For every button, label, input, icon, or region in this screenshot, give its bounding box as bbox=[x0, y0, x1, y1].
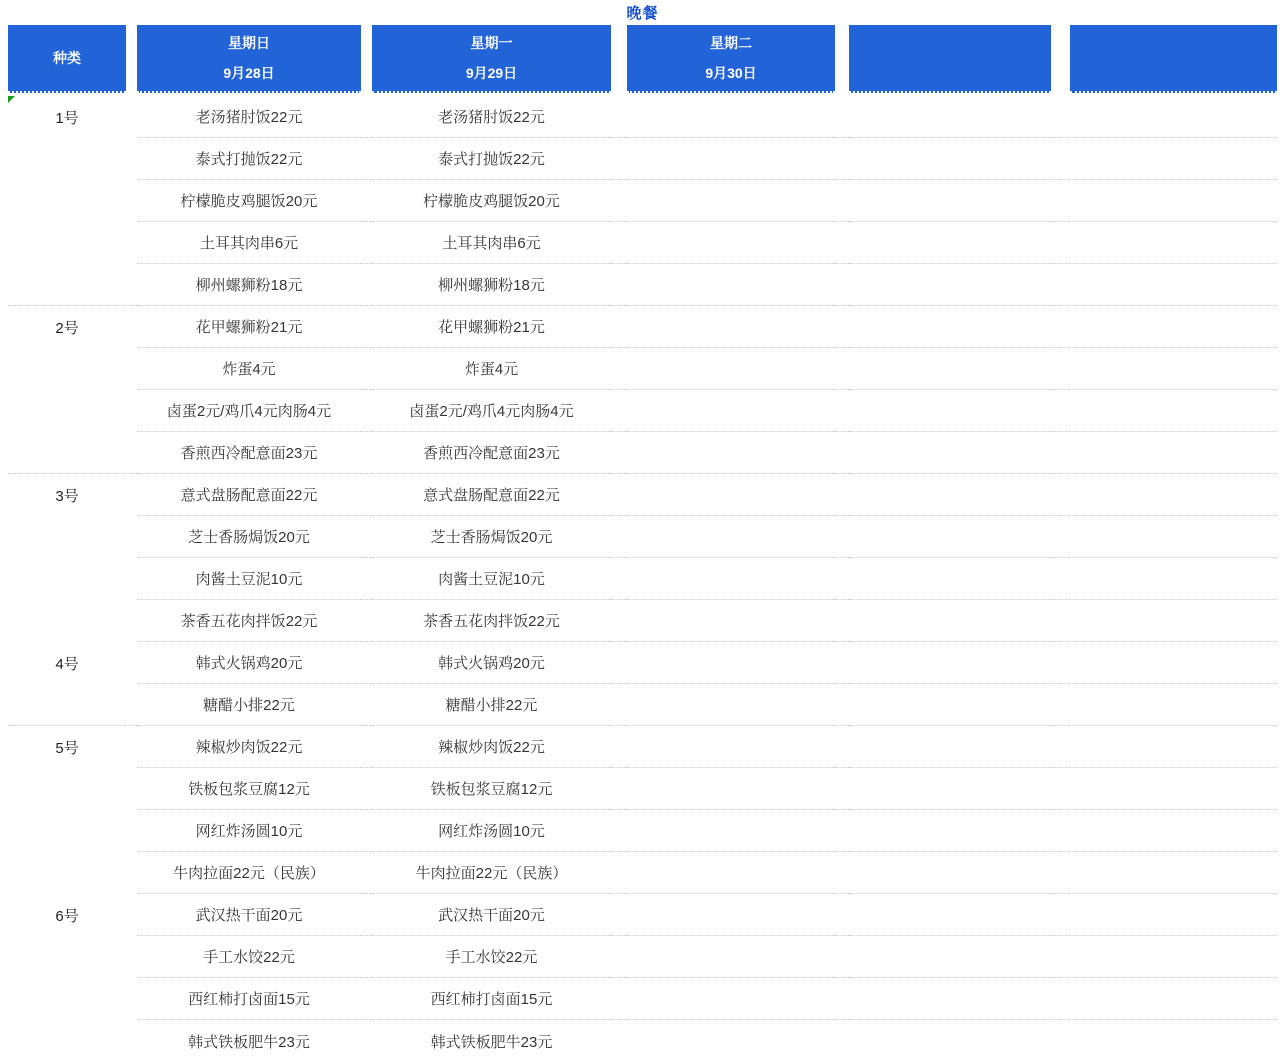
empty-cell[interactable] bbox=[849, 852, 1051, 894]
column-gap bbox=[835, 894, 849, 936]
category-cell[interactable] bbox=[8, 348, 126, 390]
table-row bbox=[8, 264, 1285, 306]
column-gap bbox=[126, 390, 137, 432]
empty-cell[interactable] bbox=[1070, 264, 1277, 306]
empty-cell[interactable] bbox=[627, 978, 835, 1020]
table-row bbox=[8, 768, 1285, 810]
column-gap bbox=[1051, 306, 1070, 348]
empty-cell[interactable] bbox=[1070, 852, 1277, 894]
column-gap bbox=[835, 852, 849, 894]
category-cell[interactable] bbox=[8, 684, 126, 726]
table-row bbox=[8, 138, 1285, 180]
empty-cell[interactable] bbox=[1070, 306, 1277, 348]
column-gap bbox=[361, 936, 372, 978]
column-gap bbox=[361, 600, 372, 642]
column-gap bbox=[835, 768, 849, 810]
category-cell[interactable] bbox=[8, 432, 126, 474]
table-body bbox=[8, 96, 1285, 1062]
empty-cell[interactable] bbox=[849, 1020, 1051, 1062]
column-gap bbox=[611, 978, 627, 1020]
empty-cell[interactable] bbox=[627, 558, 835, 600]
column-gap bbox=[611, 558, 627, 600]
column-gap bbox=[611, 222, 627, 264]
column-gap bbox=[361, 474, 372, 516]
menu-item-cell[interactable]: 柠檬脆皮鸡腿饭20元 bbox=[372, 180, 611, 222]
table-row bbox=[8, 810, 1285, 852]
table-row bbox=[8, 306, 1285, 348]
column-gap bbox=[1051, 936, 1070, 978]
column-gap bbox=[611, 642, 627, 684]
empty-cell[interactable] bbox=[1070, 474, 1277, 516]
column-gap bbox=[835, 684, 849, 726]
menu-item-cell[interactable]: 辣椒炒肉饭22元 bbox=[137, 726, 361, 768]
table-row bbox=[8, 894, 1285, 936]
column-gap bbox=[126, 936, 137, 978]
cell-flag-icon bbox=[8, 96, 15, 103]
menu-item-cell[interactable]: 手工水饺22元 bbox=[137, 936, 361, 978]
column-gap bbox=[1051, 390, 1070, 432]
column-gap bbox=[611, 264, 627, 306]
column-gap bbox=[126, 432, 137, 474]
column-gap bbox=[361, 684, 372, 726]
empty-cell[interactable] bbox=[627, 768, 835, 810]
column-gap bbox=[1051, 96, 1070, 138]
table-row bbox=[8, 684, 1285, 726]
column-gap bbox=[126, 222, 137, 264]
table-row bbox=[8, 978, 1285, 1020]
category-cell[interactable] bbox=[8, 852, 126, 894]
empty-cell[interactable] bbox=[627, 600, 835, 642]
empty-cell[interactable] bbox=[627, 390, 835, 432]
empty-cell[interactable] bbox=[627, 474, 835, 516]
column-gap bbox=[126, 768, 137, 810]
empty-cell[interactable] bbox=[627, 810, 835, 852]
column-gap bbox=[361, 306, 372, 348]
column-gap bbox=[361, 978, 372, 1020]
menu-item-cell[interactable]: 辣椒炒肉饭22元 bbox=[372, 726, 611, 768]
empty-cell[interactable] bbox=[627, 516, 835, 558]
menu-item-cell[interactable]: 手工水饺22元 bbox=[372, 936, 611, 978]
menu-item-cell[interactable]: 泰式打抛饭22元 bbox=[372, 138, 611, 180]
menu-item-cell[interactable]: 韩式火锅鸡20元 bbox=[137, 642, 361, 684]
menu-item-cell[interactable]: 牛肉拉面22元（民族） bbox=[372, 852, 611, 894]
empty-cell[interactable] bbox=[849, 432, 1051, 474]
column-gap bbox=[126, 810, 137, 852]
empty-cell[interactable] bbox=[849, 306, 1051, 348]
category-cell[interactable] bbox=[8, 222, 126, 264]
menu-item-cell[interactable]: 香煎西冷配意面23元 bbox=[137, 432, 361, 474]
column-gap bbox=[361, 516, 372, 558]
column-gap bbox=[835, 264, 849, 306]
empty-cell[interactable] bbox=[849, 894, 1051, 936]
empty-cell[interactable] bbox=[627, 852, 835, 894]
empty-cell[interactable] bbox=[627, 138, 835, 180]
column-gap bbox=[126, 306, 137, 348]
table-row bbox=[8, 936, 1285, 978]
table-row bbox=[8, 432, 1285, 474]
column-gap bbox=[1051, 138, 1070, 180]
menu-item-cell[interactable]: 武汉热干面20元 bbox=[372, 894, 611, 936]
menu-item-cell[interactable]: 土耳其肉串6元 bbox=[137, 222, 361, 264]
column-gap bbox=[1051, 516, 1070, 558]
column-gap bbox=[835, 390, 849, 432]
column-gap bbox=[361, 726, 372, 768]
column-gap bbox=[361, 894, 372, 936]
table-row bbox=[8, 516, 1285, 558]
date-label: 9月28日 bbox=[223, 65, 275, 81]
category-cell[interactable] bbox=[8, 516, 126, 558]
menu-item-cell[interactable]: 铁板包浆豆腐12元 bbox=[372, 768, 611, 810]
category-cell[interactable] bbox=[8, 978, 126, 1020]
column-gap bbox=[361, 642, 372, 684]
empty-cell[interactable] bbox=[849, 810, 1051, 852]
column-gap bbox=[1051, 180, 1070, 222]
column-gap bbox=[361, 96, 372, 138]
empty-cell[interactable] bbox=[1070, 348, 1277, 390]
column-gap bbox=[361, 25, 372, 93]
category-header-cell[interactable]: 种类 bbox=[8, 25, 126, 93]
column-gap bbox=[126, 642, 137, 684]
empty-cell[interactable] bbox=[1070, 684, 1277, 726]
empty-cell[interactable] bbox=[849, 138, 1051, 180]
column-gap bbox=[611, 516, 627, 558]
empty-cell[interactable] bbox=[1070, 558, 1277, 600]
category-cell[interactable] bbox=[8, 1020, 126, 1062]
empty-cell[interactable] bbox=[1070, 516, 1277, 558]
column-gap bbox=[126, 516, 137, 558]
menu-item-cell[interactable]: 卤蛋2元/鸡爪4元肉肠4元 bbox=[137, 390, 361, 432]
column-gap bbox=[835, 306, 849, 348]
column-gap bbox=[835, 936, 849, 978]
menu-item-cell[interactable]: 炸蛋4元 bbox=[137, 348, 361, 390]
empty-cell[interactable] bbox=[849, 474, 1051, 516]
menu-item-cell[interactable]: 柳州螺狮粉18元 bbox=[372, 264, 611, 306]
column-gap bbox=[835, 180, 849, 222]
empty-cell[interactable] bbox=[627, 894, 835, 936]
menu-item-cell[interactable]: 茶香五花肉拌饭22元 bbox=[137, 600, 361, 642]
menu-item-cell[interactable]: 卤蛋2元/鸡爪4元肉肠4元 bbox=[372, 390, 611, 432]
empty-cell[interactable] bbox=[849, 222, 1051, 264]
menu-item-cell[interactable]: 肉酱土豆泥10元 bbox=[372, 558, 611, 600]
empty-cell[interactable] bbox=[849, 642, 1051, 684]
empty-cell[interactable] bbox=[849, 96, 1051, 138]
table-row bbox=[8, 726, 1285, 768]
column-gap bbox=[1051, 348, 1070, 390]
date-label: 9月29日 bbox=[465, 65, 518, 81]
empty-cell[interactable] bbox=[849, 264, 1051, 306]
category-cell[interactable] bbox=[8, 558, 126, 600]
date-label: 9月30日 bbox=[705, 65, 757, 81]
menu-item-cell[interactable]: 肉酱土豆泥10元 bbox=[137, 558, 361, 600]
category-cell[interactable] bbox=[8, 600, 126, 642]
empty-cell[interactable] bbox=[1070, 978, 1277, 1020]
empty-cell[interactable] bbox=[1070, 600, 1277, 642]
category-cell[interactable]: 2号 bbox=[55, 319, 79, 337]
column-gap bbox=[1051, 768, 1070, 810]
empty-cell[interactable] bbox=[627, 264, 835, 306]
column-gap bbox=[361, 558, 372, 600]
menu-item-cell[interactable]: 武汉热干面20元 bbox=[137, 894, 361, 936]
column-gap bbox=[1051, 1020, 1070, 1062]
weekday-label: 星期二 bbox=[710, 35, 752, 51]
empty-cell[interactable] bbox=[1070, 96, 1277, 138]
column-gap bbox=[611, 25, 627, 93]
table-row bbox=[8, 96, 1285, 138]
table-row bbox=[8, 600, 1285, 642]
day-header-cell[interactable] bbox=[849, 25, 1051, 93]
column-gap bbox=[1051, 810, 1070, 852]
column-gap bbox=[1051, 600, 1070, 642]
empty-cell[interactable] bbox=[849, 558, 1051, 600]
category-cell[interactable] bbox=[8, 936, 126, 978]
menu-item-cell[interactable]: 柠檬脆皮鸡腿饭20元 bbox=[137, 180, 361, 222]
menu-item-cell[interactable]: 柳州螺狮粉18元 bbox=[137, 264, 361, 306]
table-row bbox=[8, 558, 1285, 600]
page-title: 晚餐 bbox=[626, 5, 659, 22]
column-gap bbox=[126, 600, 137, 642]
category-cell[interactable]: 3号 bbox=[55, 487, 79, 505]
column-gap bbox=[1051, 642, 1070, 684]
column-gap bbox=[1051, 222, 1070, 264]
weekday-label: 星期日 bbox=[228, 35, 270, 51]
column-gap bbox=[126, 180, 137, 222]
empty-cell[interactable] bbox=[849, 180, 1051, 222]
empty-cell[interactable] bbox=[1070, 432, 1277, 474]
column-gap bbox=[611, 810, 627, 852]
category-cell[interactable] bbox=[8, 138, 126, 180]
table-row bbox=[8, 222, 1285, 264]
column-gap bbox=[835, 96, 849, 138]
empty-cell[interactable] bbox=[1070, 1020, 1277, 1062]
column-gap bbox=[1051, 894, 1070, 936]
column-gap bbox=[835, 1020, 849, 1062]
column-gap bbox=[1051, 684, 1070, 726]
category-cell[interactable] bbox=[8, 390, 126, 432]
menu-item-cell[interactable]: 网红炸汤圆10元 bbox=[372, 810, 611, 852]
column-gap bbox=[611, 852, 627, 894]
menu-item-cell[interactable]: 土耳其肉串6元 bbox=[372, 222, 611, 264]
menu-item-cell[interactable]: 糖醋小排22元 bbox=[372, 684, 611, 726]
day-header-cell[interactable] bbox=[1070, 25, 1277, 93]
empty-cell[interactable] bbox=[1070, 768, 1277, 810]
column-gap bbox=[361, 768, 372, 810]
column-gap bbox=[1051, 25, 1070, 93]
column-gap bbox=[1051, 558, 1070, 600]
menu-item-cell[interactable]: 西红柿打卤面15元 bbox=[137, 978, 361, 1020]
menu-item-cell[interactable]: 韩式铁板肥牛23元 bbox=[188, 1033, 310, 1051]
menu-item-cell[interactable]: 香煎西冷配意面23元 bbox=[372, 432, 611, 474]
table-row bbox=[8, 1020, 1285, 1062]
menu-item-cell[interactable]: 韩式火锅鸡20元 bbox=[372, 642, 611, 684]
category-cell[interactable] bbox=[8, 264, 126, 306]
menu-item-cell[interactable]: 芝士香肠焗饭20元 bbox=[137, 516, 361, 558]
column-gap bbox=[361, 432, 372, 474]
menu-item-cell[interactable]: 老汤猪肘饭22元 bbox=[372, 96, 611, 138]
menu-item-cell[interactable]: 炸蛋4元 bbox=[372, 348, 611, 390]
empty-cell[interactable] bbox=[849, 768, 1051, 810]
column-gap bbox=[611, 180, 627, 222]
menu-item-cell[interactable]: 牛肉拉面22元（民族） bbox=[137, 852, 361, 894]
category-cell[interactable]: 5号 bbox=[55, 739, 79, 757]
empty-cell[interactable] bbox=[849, 516, 1051, 558]
column-gap bbox=[1051, 726, 1070, 768]
menu-item-cell[interactable]: 花甲螺狮粉21元 bbox=[137, 306, 361, 348]
column-gap bbox=[835, 516, 849, 558]
empty-cell[interactable] bbox=[627, 432, 835, 474]
menu-item-cell[interactable]: 泰式打抛饭22元 bbox=[137, 138, 361, 180]
category-cell[interactable]: 4号 bbox=[55, 655, 79, 673]
empty-cell[interactable] bbox=[1070, 390, 1277, 432]
empty-cell[interactable] bbox=[627, 222, 835, 264]
empty-cell[interactable] bbox=[849, 936, 1051, 978]
column-gap bbox=[361, 348, 372, 390]
empty-cell[interactable] bbox=[849, 600, 1051, 642]
empty-cell[interactable] bbox=[627, 348, 835, 390]
column-gap bbox=[611, 600, 627, 642]
day-header-cell[interactable] bbox=[627, 25, 835, 93]
column-gap bbox=[611, 936, 627, 978]
column-gap bbox=[611, 768, 627, 810]
column-gap bbox=[611, 96, 627, 138]
column-gap bbox=[835, 810, 849, 852]
menu-item-cell[interactable]: 糖醋小排22元 bbox=[137, 684, 361, 726]
day-header-cell[interactable] bbox=[137, 25, 361, 93]
column-gap bbox=[611, 726, 627, 768]
empty-cell[interactable] bbox=[627, 684, 835, 726]
column-gap bbox=[126, 558, 137, 600]
empty-cell[interactable] bbox=[627, 96, 835, 138]
column-gap bbox=[835, 978, 849, 1020]
column-gap bbox=[126, 978, 137, 1020]
empty-cell[interactable] bbox=[1070, 726, 1277, 768]
column-gap bbox=[126, 264, 137, 306]
column-gap bbox=[835, 474, 849, 516]
column-gap bbox=[126, 894, 137, 936]
empty-cell[interactable] bbox=[627, 306, 835, 348]
table-row bbox=[8, 642, 1285, 684]
column-gap bbox=[611, 348, 627, 390]
column-gap bbox=[835, 348, 849, 390]
empty-cell[interactable] bbox=[849, 978, 1051, 1020]
category-cell[interactable]: 1号 bbox=[55, 109, 79, 127]
column-gap bbox=[1051, 264, 1070, 306]
menu-item-cell[interactable]: 网红炸汤圆10元 bbox=[137, 810, 361, 852]
column-gap bbox=[835, 600, 849, 642]
column-gap bbox=[126, 96, 137, 138]
menu-item-cell[interactable]: 茶香五花肉拌饭22元 bbox=[372, 600, 611, 642]
menu-item-cell[interactable]: 西红柿打卤面15元 bbox=[372, 978, 611, 1020]
column-gap bbox=[611, 684, 627, 726]
column-gap bbox=[611, 1020, 627, 1062]
column-gap bbox=[126, 138, 137, 180]
column-gap bbox=[126, 348, 137, 390]
column-gap bbox=[361, 390, 372, 432]
column-gap bbox=[126, 474, 137, 516]
column-gap bbox=[611, 474, 627, 516]
empty-cell[interactable] bbox=[627, 1020, 835, 1062]
column-gap bbox=[126, 726, 137, 768]
column-gap bbox=[361, 1020, 372, 1062]
table-row bbox=[8, 348, 1285, 390]
column-gap bbox=[361, 180, 372, 222]
column-gap bbox=[611, 432, 627, 474]
column-gap bbox=[361, 138, 372, 180]
column-gap bbox=[835, 25, 849, 93]
column-gap bbox=[835, 138, 849, 180]
column-gap bbox=[611, 138, 627, 180]
table-row bbox=[8, 180, 1285, 222]
category-cell[interactable] bbox=[8, 768, 126, 810]
empty-cell[interactable] bbox=[627, 642, 835, 684]
empty-cell[interactable] bbox=[849, 726, 1051, 768]
column-gap bbox=[835, 642, 849, 684]
category-cell[interactable] bbox=[8, 180, 126, 222]
empty-cell[interactable] bbox=[1070, 138, 1277, 180]
column-gap bbox=[361, 222, 372, 264]
column-gap bbox=[835, 432, 849, 474]
column-gap bbox=[611, 894, 627, 936]
column-gap bbox=[361, 810, 372, 852]
column-gap bbox=[361, 264, 372, 306]
column-gap bbox=[126, 1020, 137, 1062]
empty-cell[interactable] bbox=[849, 684, 1051, 726]
empty-cell[interactable] bbox=[627, 726, 835, 768]
table-row bbox=[8, 390, 1285, 432]
menu-item-cell[interactable]: 意式盘肠配意面22元 bbox=[137, 474, 361, 516]
menu-table bbox=[0, 25, 1285, 1062]
empty-cell[interactable] bbox=[627, 180, 835, 222]
menu-item-cell[interactable]: 铁板包浆豆腐12元 bbox=[137, 768, 361, 810]
column-gap bbox=[126, 852, 137, 894]
menu-item-cell[interactable]: 花甲螺狮粉21元 bbox=[372, 306, 611, 348]
table-header-row bbox=[8, 25, 1285, 93]
empty-cell[interactable] bbox=[1070, 810, 1277, 852]
menu-item-cell[interactable]: 芝士香肠焗饭20元 bbox=[372, 516, 611, 558]
day-header-cell[interactable] bbox=[372, 25, 611, 93]
column-gap bbox=[126, 684, 137, 726]
column-gap bbox=[1051, 852, 1070, 894]
weekday-label: 星期一 bbox=[470, 35, 513, 51]
column-gap bbox=[835, 726, 849, 768]
empty-cell[interactable] bbox=[627, 936, 835, 978]
menu-item-cell[interactable]: 老汤猪肘饭22元 bbox=[137, 96, 361, 138]
column-gap bbox=[835, 558, 849, 600]
empty-cell[interactable] bbox=[1070, 936, 1277, 978]
empty-cell[interactable] bbox=[1070, 894, 1277, 936]
column-gap bbox=[361, 852, 372, 894]
empty-cell[interactable] bbox=[1070, 642, 1277, 684]
column-gap bbox=[126, 25, 137, 93]
menu-item-cell[interactable]: 意式盘肠配意面22元 bbox=[372, 474, 611, 516]
menu-item-cell[interactable]: 韩式铁板肥牛23元 bbox=[430, 1033, 553, 1051]
column-gap bbox=[611, 390, 627, 432]
empty-cell[interactable] bbox=[1070, 222, 1277, 264]
column-gap bbox=[1051, 474, 1070, 516]
column-gap bbox=[1051, 432, 1070, 474]
empty-cell[interactable] bbox=[1070, 180, 1277, 222]
empty-cell[interactable] bbox=[849, 390, 1051, 432]
table-row bbox=[8, 852, 1285, 894]
empty-cell[interactable] bbox=[849, 348, 1051, 390]
column-gap bbox=[1051, 978, 1070, 1020]
table-row bbox=[8, 474, 1285, 516]
column-gap bbox=[611, 306, 627, 348]
category-cell[interactable] bbox=[8, 810, 126, 852]
category-cell[interactable]: 6号 bbox=[55, 907, 79, 925]
column-gap bbox=[835, 222, 849, 264]
